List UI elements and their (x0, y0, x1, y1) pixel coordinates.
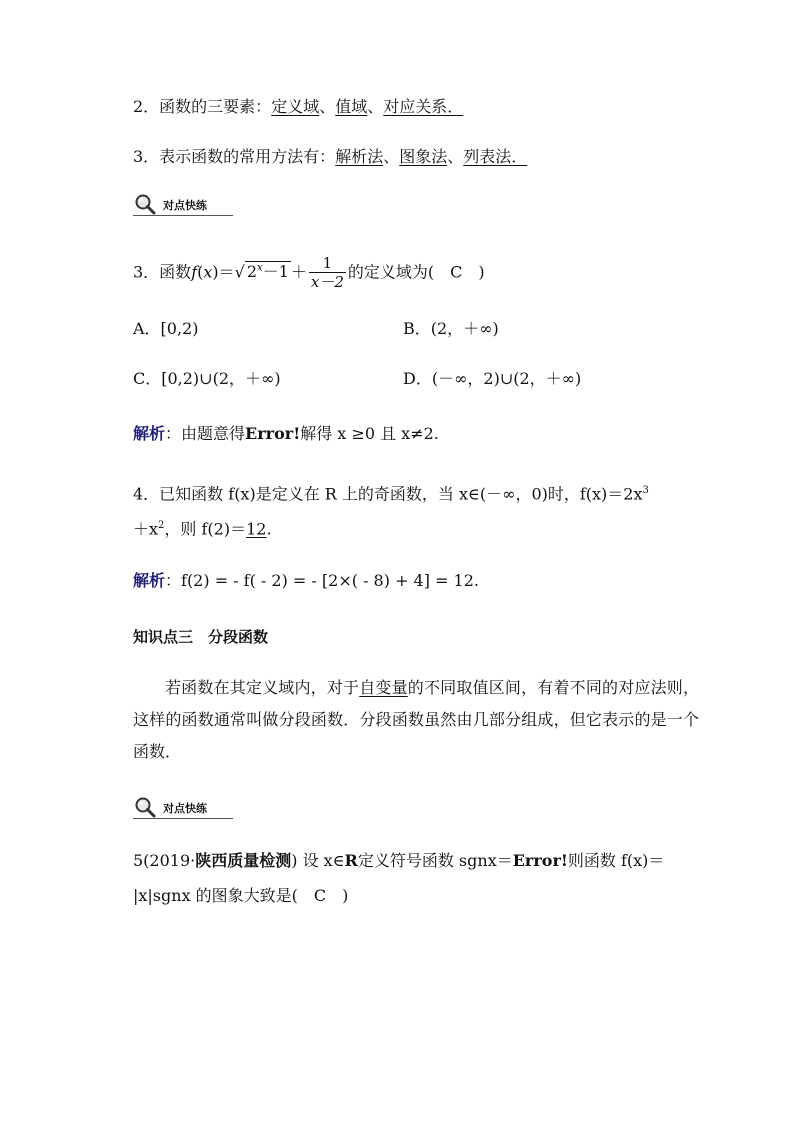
question-4-line-1: 4．已知函数 f(x)是定义在 R 上的奇函数，当 x∈(－∞，0)时，$f(x)=2x^3$ (133, 484, 649, 504)
knowledge-point-3-title: 知识点三 分段函数 (133, 628, 269, 646)
range-term: 值域 (335, 97, 368, 116)
option-a: A．[0,2) (133, 319, 199, 338)
answer-12: 12 (246, 519, 267, 539)
variable-term: 自变量 (359, 678, 408, 697)
option-d: D．(－∞，2)∪(2，＋∞) (403, 369, 582, 388)
badge-underline (133, 818, 233, 819)
solution-3: 解析：由题意得Error!解得 x ≥0 且 x≠2. (133, 424, 439, 443)
question-5-line-1: 5(2019·陕西质量检测) 设 x∈R定义符号函数 sgnx＝Error!则函数 f(x)＝ (133, 851, 665, 870)
option-c: C．[0,2)∪(2，＋∞) (133, 369, 281, 388)
domain-term: 定义域 (271, 97, 320, 116)
radical: $2^x-1$ (246, 262, 289, 282)
quick-practice-badge: 对点快练 (133, 193, 233, 217)
badge-underline (133, 215, 233, 216)
knowledge-point-3-text: 若函数在其定义域内，对于自变量的不同取值区间，有着不同的对应法则，这样的函数通常叫做分段函数．分段函数虽然由几部分组成，但它表示的是一个函数． (133, 678, 699, 761)
quick-practice-badge-2: 对点快练 (133, 796, 233, 820)
question-3: 3．函数f(x)＝√ $2^x-1$ ＋ $\frac{1}{x-2}$ 的定义域为( C ) (133, 254, 485, 292)
rule-term: 对应关系． (383, 97, 464, 116)
solution-4: 解析：f(2) = - f( - 2) = - [2×( - 8) + 4] = 12. (133, 571, 480, 590)
magnifier-icon (133, 193, 157, 217)
item-2: 2．函数的三要素：定义域、值域、对应关系． (133, 97, 464, 116)
item-3-methods: 3．表示函数的常用方法有：解析法、图象法、列表法． (133, 147, 528, 166)
fraction: $\frac{1}{x-2}$ (310, 254, 344, 292)
magnifier-icon (133, 796, 157, 820)
option-b: B．(2，＋∞) (403, 319, 499, 338)
question-5-line-2: |x|sgnx 的图象大致是( C ) (133, 886, 349, 905)
question-4-line-2: $+x^2$，则 f(2)＝12. (133, 519, 272, 539)
